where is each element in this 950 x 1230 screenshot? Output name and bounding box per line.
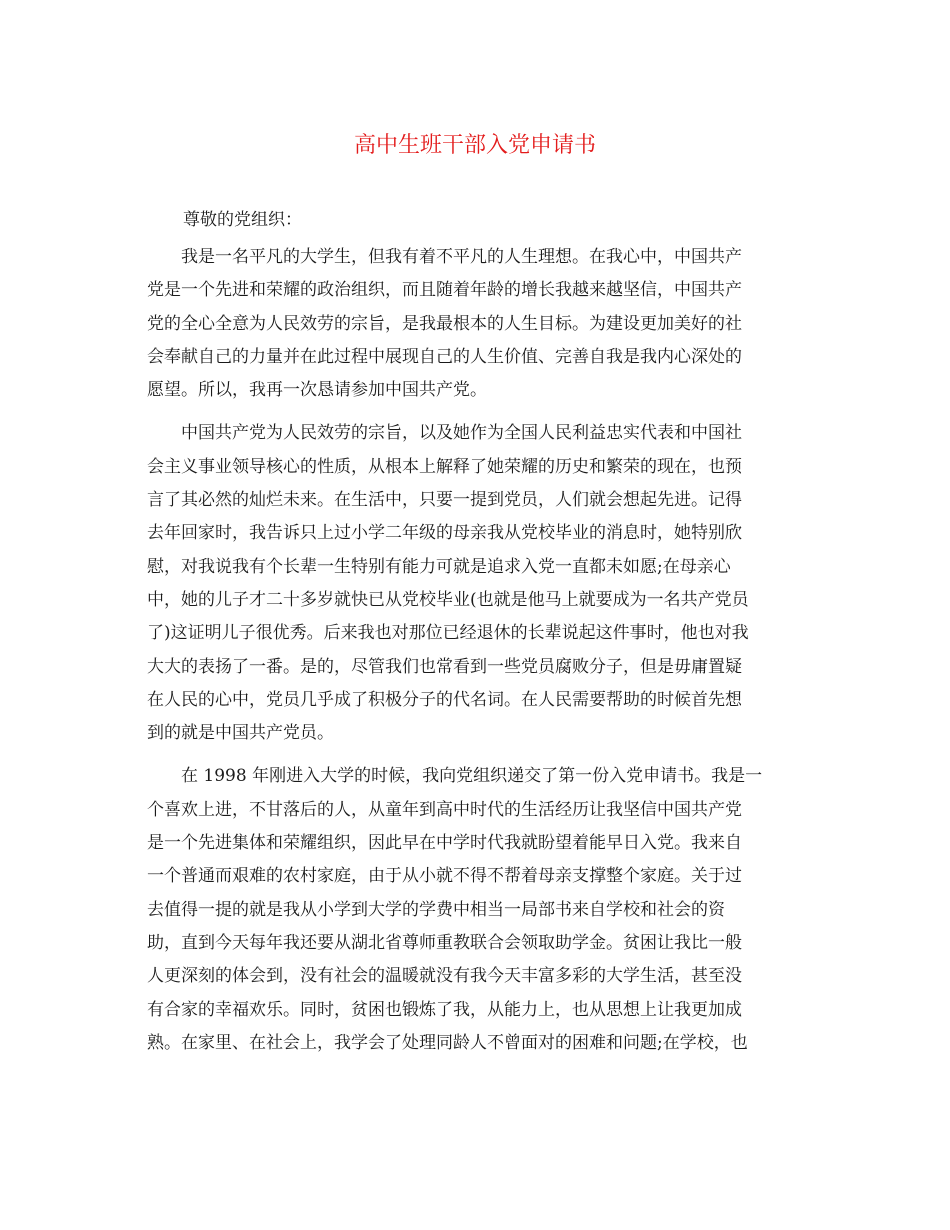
text-line: 会奉献自己的力量并在此过程中展现自己的人生价值、完善自我是我内心深处的 <box>147 346 742 367</box>
text-line: 助，直到今天每年我还要从湖北省尊师重教联合会领取助学金。贫困让我比一般 <box>147 932 742 953</box>
paragraph-3 <box>147 760 803 1060</box>
text-line: 熟。在家里、在社会上，我学会了处理同龄人不曾面对的困难和问题;在学校，也 <box>147 1032 748 1053</box>
text-line: 到的就是中国共产党员。 <box>147 723 334 744</box>
text-line: 我是一名平凡的大学生，但我有着不平凡的人生理想。在我心中，中国共产 <box>181 247 742 267</box>
text-line: 去年回家时，我告诉只上过小学二年级的母亲我从党校毕业的消息时，她特别欣 <box>147 523 742 544</box>
text-line: 了)这证明儿子很优秀。后来我也对那位已经退休的长辈说起这件事时，他也对我 <box>147 623 749 644</box>
text-line: 有合家的幸福欢乐。同时，贫困也锻炼了我，从能力上，也从思想上让我更加成 <box>147 999 742 1020</box>
paragraph-2 <box>147 417 803 750</box>
text-line: 慰，对我说我有个长辈一生特别有能力可就是追求入党一直都未如愿;在母亲心 <box>147 556 731 577</box>
document-body <box>147 241 803 1070</box>
text-line: 中，她的儿子才二十多岁就快已从党校毕业(也就是他马上就要成为一名共产党员 <box>147 589 749 610</box>
text-line: 会主义事业领导核心的性质，从根本上解释了她荣耀的历史和繁荣的现在，也预 <box>147 456 742 477</box>
text-line: 是一个先进集体和荣耀组织，因此早在中学时代我就盼望着能早日入党。我来自 <box>147 833 742 854</box>
text-line: 党是一个先进和荣耀的政治组织，而且随着年龄的增长我越来越坚信，中国共产 <box>147 280 742 301</box>
text-line: 党的全心全意为人民效劳的宗旨，是我最根本的人生目标。为建设更加美好的社 <box>147 313 742 334</box>
text-line: 中国共产党为人民效劳的宗旨，以及她作为全国人民利益忠实代表和中国社 <box>181 423 742 444</box>
document-title: 高中生班干部入党申请书 <box>353 133 596 158</box>
text-line: 去值得一提的就是我从小学到大学的学费中相当一局部书来自学校和社会的资 <box>147 899 725 920</box>
text-line: 愿望。所以，我再一次恳请参加中国共产党。 <box>147 380 487 401</box>
text-line: 人更深刻的体会到，没有社会的温暖就没有我今天丰富多彩的大学生活，甚至没 <box>147 966 742 987</box>
text-line: 言了其必然的灿烂未来。在生活中，只要一提到党员，人们就会想起先进。记得 <box>147 490 742 511</box>
paragraph-1 <box>147 241 803 407</box>
text-line: 大大的表扬了一番。是的，尽管我们也常看到一些党员腐败分子，但是毋庸置疑 <box>147 656 742 677</box>
text-line: 一个普通而艰难的农村家庭，由于从小就不得不帮着母亲支撑整个家庭。关于过 <box>147 866 742 887</box>
text-line: 在 1998 年刚进入大学的时候，我向党组织递交了第一份入党申请书。我是一 <box>181 766 763 787</box>
salutation: 尊敬的党组织： <box>183 210 302 230</box>
text-line: 在人民的心中，党员几乎成了积极分子的代名词。在人民需要帮助的时候首先想 <box>147 689 742 710</box>
text-line: 个喜欢上进，不甘落后的人，从童年到高中时代的生活经历让我坚信中国共产党 <box>147 799 742 820</box>
